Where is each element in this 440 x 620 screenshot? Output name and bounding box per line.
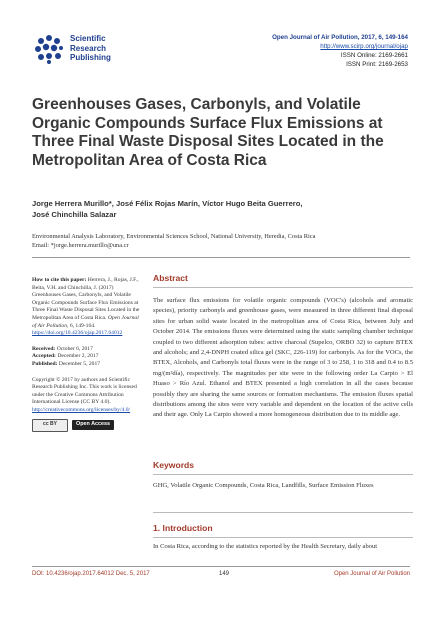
srp-logo-icon bbox=[32, 32, 66, 66]
received-label: Received: bbox=[32, 345, 56, 352]
journal-info bbox=[272, 33, 408, 69]
received-date: October 6, 2017 bbox=[56, 345, 93, 352]
affiliation: Environmental Analysis Laboratory, Environmental Sciences School, National University, Heredia, Costa Rica bbox=[32, 233, 316, 240]
accepted-label: Accepted: bbox=[32, 353, 56, 360]
divider bbox=[153, 537, 413, 538]
issn-online: ISSN Online: 2169-2661 bbox=[340, 52, 408, 59]
abstract-heading: Abstract bbox=[153, 273, 413, 288]
footer-journal: Open Journal of Air Pollution bbox=[333, 571, 410, 577]
dates-block bbox=[32, 346, 140, 369]
keywords-heading: Keywords bbox=[153, 460, 413, 475]
divider bbox=[32, 257, 410, 258]
footer-doi: DOI: 10.4236/ojap.2017.64012 Dec. 5, 2017 bbox=[32, 571, 150, 577]
published-date: December 5, 2017 bbox=[58, 360, 101, 367]
introduction-heading: 1. Introduction bbox=[153, 523, 213, 533]
copyright-text: Copyright © 2017 by authors and Scientific Research Publishing Inc. This work is licensed under the Creative Commons Attribution International License (CC BY 4.0). bbox=[32, 376, 137, 406]
publisher-name bbox=[70, 34, 111, 63]
journal-citation: Open Journal of Air Pollution, 2017, 6, 149-164 bbox=[272, 34, 408, 41]
author-list bbox=[32, 198, 412, 220]
footer-divider bbox=[32, 566, 410, 567]
authors-line: José Chinchilla Salazar bbox=[32, 210, 117, 219]
cite-label: How to cite this paper: bbox=[32, 277, 87, 283]
open-access-badge: Open Access bbox=[72, 420, 114, 430]
issn-print: ISSN Print: 2169-2653 bbox=[346, 61, 408, 68]
publisher-name-line: Publishing bbox=[70, 53, 111, 62]
affiliation-block bbox=[32, 232, 412, 250]
citation-block bbox=[32, 277, 140, 338]
abstract-section bbox=[153, 273, 413, 453]
cite-volume: , 6, 149-164. bbox=[67, 322, 96, 329]
cite-text: Herrera, J., Rojas, J.F., Beita, V.H. and Chinchilla, J. (2017) Greenhouses Gases, Carbonyls, and Volatile Organic Compounds Surface Flux Emissions at Three Final Waste Disposal Sites Located in the Metropolitan Area of Costa Rica. bbox=[32, 277, 140, 321]
corresponding-email: Email: *jorge.herrera.murillo@una.cr bbox=[32, 242, 129, 249]
copyright-block bbox=[32, 377, 140, 432]
publisher-logo bbox=[32, 30, 132, 70]
journal-url-link[interactable]: http://www.scirp.org/journal/ojap bbox=[320, 43, 408, 50]
license-badges bbox=[32, 419, 140, 432]
abstract-text: The surface flux emissions for volatile organic compounds (VOC's) (alcohols and aromatic species), priority carbonyls and greenhouse gases, were measured in three different final disposal sites for urban solid waste located in the metropolitan area of Costa Rica, between July and October 2014. The emissions fluxes were determined using the static sampling chamber technique coupled to two different adsorption tubes: active charcoal (Supelco, ORBO 32) to capture BTEX and alcohols; and 2,4-DNPH coated silica gel (SKC, 226-119) for carbonyls. As for the VOCs, the BTEX, Alcohols, and Carbonyls total fluxes were in the range of 3 to 258, 1 to 318 and 0.4 to 8.5 mg/(m²día), respectively. The magnitudes per site were in the following order La Carpio > El Huaso > Río Azul. Ethanol and BTEX presented a high correlation in all the cases because possibly they are sharing the same sources or formation mechanisms. The emission fluxes spatial distributions among the sites were very variable and dependent on the location of the active cells and their age. Only La Carpio showed a more homogeneous distribution due to its middle age. bbox=[153, 297, 413, 419]
license-link[interactable]: http://creativecommons.org/licenses/by/4.0/ bbox=[32, 406, 131, 413]
cite-doi-link[interactable]: https://doi.org/10.4236/ojap.2017.64012 bbox=[32, 330, 123, 337]
accepted-date: December 2, 2017 bbox=[57, 353, 99, 360]
article-title: Greenhouses Gases, Carbonyls, and Volatile Organic Compounds Surface Flux Emissions at Three Final Waste Disposal Sites Located in the Metropolitan Area of Costa Rica bbox=[32, 96, 384, 169]
authors-line: Jorge Herrera Murillo*, José Félix Rojas Marín, Víctor Hugo Beita Guerrero, bbox=[32, 199, 303, 208]
cite-journal: Open Journal of Air Pollution bbox=[32, 314, 139, 329]
keywords-section bbox=[153, 460, 413, 491]
published-label: Published: bbox=[32, 360, 58, 367]
article-sidebar bbox=[32, 277, 140, 440]
page-number: 149 bbox=[219, 571, 230, 577]
publisher-name-line: Scientific bbox=[70, 34, 106, 43]
divider bbox=[153, 512, 413, 513]
introduction-text: In Costa Rica, according to the statistics reported by the Health Secretary, daily about bbox=[153, 543, 378, 550]
keywords-text: GHG, Volatile Organic Compounds, Costa Rica, Landfills, Surface Emission Fluxes bbox=[153, 482, 374, 489]
cc-by-badge-icon[interactable]: cc BY bbox=[32, 419, 68, 432]
publisher-name-line: Research bbox=[70, 43, 107, 53]
